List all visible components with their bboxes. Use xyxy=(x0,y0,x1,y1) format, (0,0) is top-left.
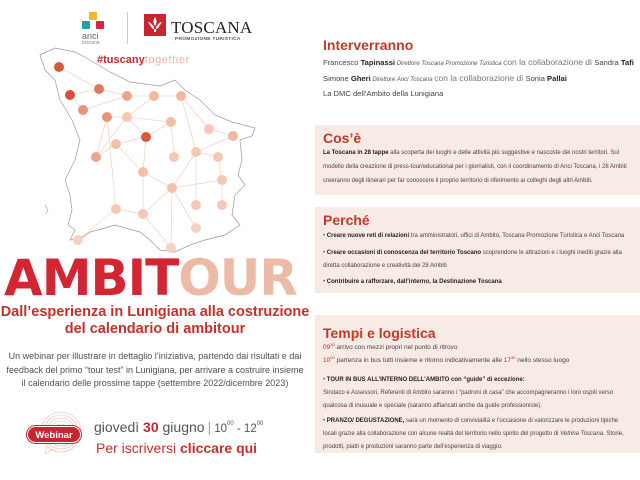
tour-bold: TOUR IN BUS ALL’INTERNO DELL’AMBITO con “guide” di eccezione: xyxy=(326,377,525,383)
tour-line1: Sindaco e Assessori, Referenti di Ambito saranno i “padroni di casa” che accompagneranno i loro ospiti verso xyxy=(323,390,614,396)
time-hour: 17 xyxy=(503,357,512,364)
speaker-last-name: Gheri xyxy=(350,74,371,83)
pranzo-text: . Storie, xyxy=(603,431,624,437)
logo-square-red-icon xyxy=(96,21,104,29)
webinar-label: Webinar xyxy=(27,426,81,443)
start-hour: 10 xyxy=(214,423,227,435)
cose-text: alla scoperta dei luoghi e delle attività più suggestive e nascoste dei nostri territori. Sul xyxy=(388,150,620,156)
anci-logo-subtext: toscana xyxy=(82,40,100,46)
webinar-badge xyxy=(27,410,87,465)
pranzo-line1: • PRANZO/ DEGUSTAZIONE, sarà un momento di convivialità e l’occasione di valorizzare le produzioni tipiche xyxy=(323,418,619,424)
logo-square-yellow-icon xyxy=(89,12,97,20)
perche-section xyxy=(315,207,640,293)
day: 30 xyxy=(143,419,159,435)
tempi-line1 xyxy=(323,342,458,351)
time-min: 00 xyxy=(330,355,335,360)
item-text: tra amministratori, uffici di Ambito, Toscana Promozione Turistica e Anci Toscana xyxy=(409,233,625,239)
time-min: 30 xyxy=(511,355,516,360)
speaker-last-name: Tapinassi xyxy=(360,58,396,67)
speaker-role: Direttore Anci Toscana xyxy=(370,77,435,83)
title-part1: AMBIT xyxy=(4,249,179,307)
collab-first-name: Sonia xyxy=(525,74,548,83)
cose-line2: modello della creazione di press-tour/educational per i giornalisti, con il coordinamento di Anci Toscana, i 28 Ambiti xyxy=(323,164,627,170)
item-text: scoprendone le attrazioni e i luoghi inediti grazie alla xyxy=(481,250,622,256)
tempi-section xyxy=(315,315,640,453)
perche-title: Perché xyxy=(323,212,370,228)
item-bold: Creare nuove reti di relazioni xyxy=(326,233,410,239)
time-hour: 09 xyxy=(323,344,331,351)
end-min: 00 xyxy=(256,421,264,427)
logo-square-teal-icon xyxy=(82,21,90,29)
end-hour: 12 xyxy=(243,423,257,435)
title-part2: OUR xyxy=(178,249,297,307)
perche-item-2-cont: diretta collaborazione e creatività dei 28 Ambiti xyxy=(323,263,447,269)
speaker-2 xyxy=(323,73,567,83)
signup-line xyxy=(96,440,257,456)
hashtag-part1: #tuscany xyxy=(97,54,145,66)
bullet: • xyxy=(323,233,327,239)
toscana-logo-name: TOSCANA xyxy=(171,18,253,37)
speaker-first-name: Simone xyxy=(323,74,351,83)
description-line1: Un webinar per illustrare in dettaglio l’iniziativa, partendo dai risultati e dai xyxy=(8,351,302,361)
tuscany-outline xyxy=(40,48,255,252)
weekday: giovedì xyxy=(94,419,140,435)
network-nodes xyxy=(54,62,238,253)
pranzo-line2 xyxy=(323,431,624,437)
pranzo-line3: prodotti, piatti e produzioni saranno parte dell’esperienza di viaggio. xyxy=(323,444,503,450)
tour-heading: • TOUR IN BUS ALL’INTERNO DELL’AMBITO con “guide” di eccezione: xyxy=(323,377,525,383)
tour-line2: qualcosa di inusuale e speciale (saranno affiancati anche da guide professioniste). xyxy=(323,403,543,409)
item-bold: Creare occasioni di conoscenza del territorio Toscano xyxy=(326,250,482,256)
collab-first-name: Sandra xyxy=(594,58,621,67)
speaker-role: Direttore Toscana Promozione Turistica xyxy=(395,61,504,67)
item-bold: Contribuire a rafforzare, dall’interno, la Destinazione Toscana xyxy=(326,279,502,285)
collab-last-name: Pallai xyxy=(547,74,567,83)
dmc-line: La DMC dell’Ambito della Lunigiana xyxy=(323,89,444,98)
bullet: • xyxy=(323,279,327,285)
month: giugno xyxy=(162,419,205,435)
perche-item-1 xyxy=(323,233,624,239)
network-links xyxy=(59,67,233,248)
perche-item-2 xyxy=(323,250,622,256)
time-text: arrivo con mezzi propri nel punto di ritrovo xyxy=(334,344,458,351)
time-dash: - xyxy=(233,423,244,435)
pranzo-text: sarà un momento di convivialità e l’occasione di valorizzare le produzioni tipiche xyxy=(404,418,619,424)
anci-logo-text: anci xyxy=(82,31,99,41)
tempi-line2 xyxy=(323,355,569,364)
bullet: • xyxy=(323,250,327,256)
pranzo-text: locali grazie alla collaborazione con alcune realtà del territorio nello spirito del progetto di xyxy=(323,431,561,437)
collab-text: con la collaborazione di xyxy=(503,57,595,67)
cose-section xyxy=(315,125,640,195)
cose-line3: creeranno degli itinerari per far conoscere il proprio territorio di riferimento ai colleghi degli altri Ambiti. xyxy=(323,178,593,184)
event-date xyxy=(94,419,263,435)
subtitle xyxy=(0,304,310,338)
cose-line1 xyxy=(323,150,619,156)
separator: | xyxy=(207,419,212,435)
signup-link[interactable]: cliccare qui xyxy=(180,440,258,456)
time-text: partenza in bus tutti insieme e ritorno indicativamente alle xyxy=(334,357,504,364)
speaker-1 xyxy=(323,57,634,67)
tempi-title: Tempi e logistica xyxy=(323,325,436,341)
time-hour: 10 xyxy=(323,357,331,364)
cose-title: Cos’è xyxy=(323,130,362,146)
time-min: 30 xyxy=(330,342,335,347)
description-line2: feedback del primo “tour test” in Lunigiana, per arrivare a costruire insieme xyxy=(6,364,304,375)
tuscany-network-map xyxy=(0,40,310,280)
speaker-first-name: Francesco xyxy=(323,58,361,67)
toscana-lily-icon xyxy=(144,14,166,36)
ambitour-title xyxy=(4,249,297,307)
vetrina-toscana: Vetrina Toscana xyxy=(560,431,604,437)
cose-bold: La Toscana in 28 tappe xyxy=(323,150,389,156)
signup-text: Per iscriversi xyxy=(96,440,181,456)
perche-item-3 xyxy=(323,279,502,285)
description xyxy=(0,350,310,391)
subtitle-line2: del calendario di ambitour xyxy=(64,321,246,337)
start-min: 00 xyxy=(227,421,234,427)
subtitle-line1: Dall’esperienza in Lunigiana alla costruzione xyxy=(0,304,310,320)
description-line3: il calendario delle prossime tappe (settembre 2022/dicembre 2023) xyxy=(21,378,289,388)
collab-last-name: Tafi xyxy=(620,58,634,67)
time-text: nello stesso luogo xyxy=(515,357,570,364)
collab-text: con la collaborazione di xyxy=(434,73,526,83)
hashtag-part2: together xyxy=(144,54,190,66)
hashtag xyxy=(97,54,190,66)
interverranno-title: Interverranno xyxy=(323,37,414,53)
toscana-logo-subtitle: PROMOZIONE TURISTICA xyxy=(175,37,241,42)
event-time xyxy=(214,423,263,435)
pranzo-bold: PRANZO/ DEGUSTAZIONE, xyxy=(326,418,405,424)
